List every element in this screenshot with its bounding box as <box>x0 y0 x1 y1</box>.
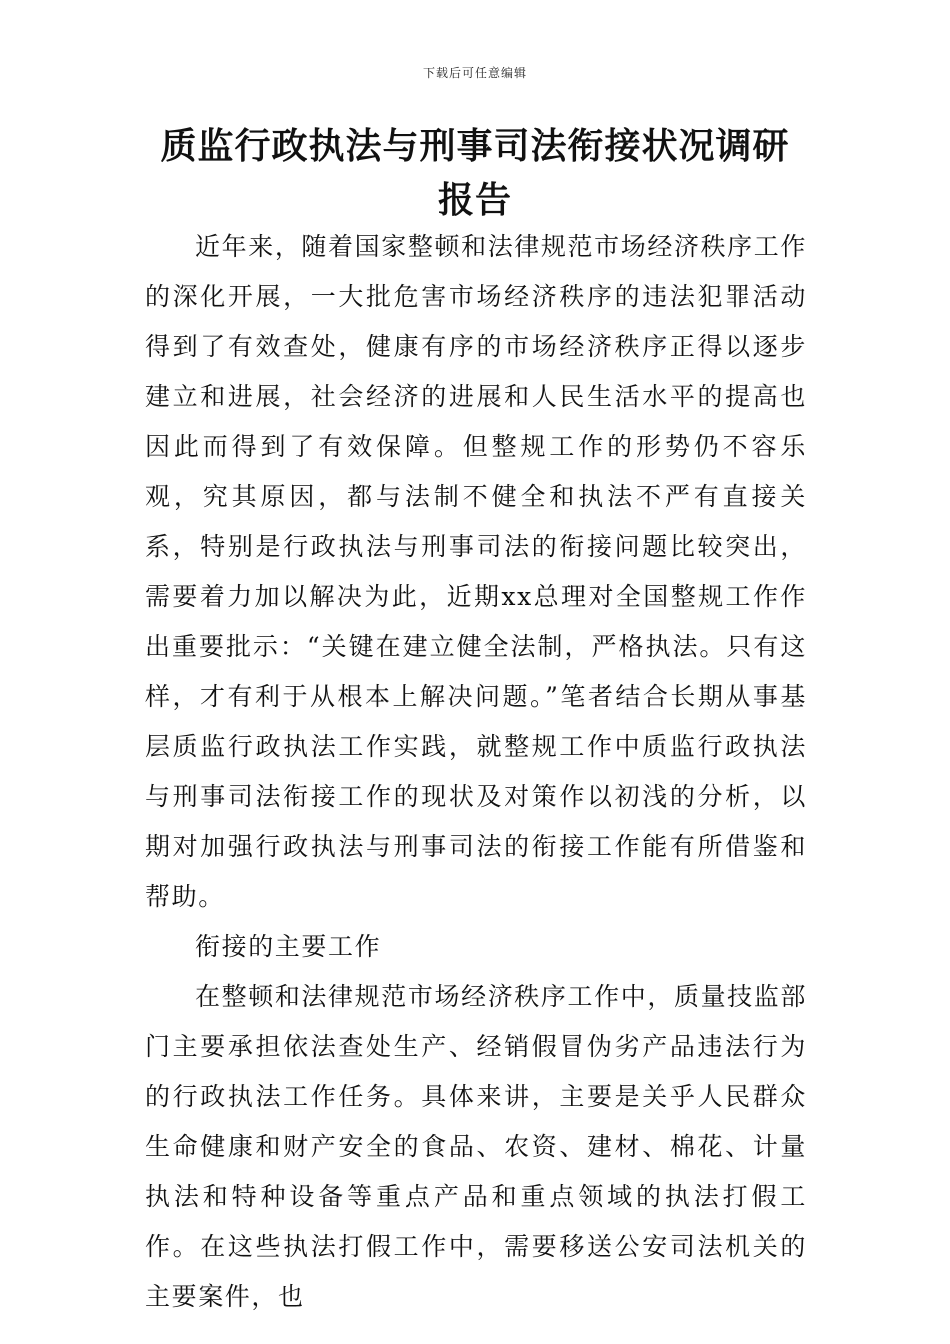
document-body <box>145 222 807 1322</box>
document-title: 质监行政执法与刑事司法衔接状况调研报告 <box>160 126 790 221</box>
header-note: 下载后可任意编辑 <box>422 66 527 80</box>
intro-paragraph: 近年来，随着国家整顿和法律规范市场经济秩序工作的深化开展，一大批危害市场经济秩序的违法犯罪活动得到了有效查处，健康有序的市场经济秩序正得以逐步建立和进展，社会经济的进展和人民生活水平的提高也因此而得到了有效保障。但整规工作的形势仍不容乐观，究其原因，都与法制不健全和执法不严有直接关系，特别是行政执法与刑事司法的衔接问题比较突出，需要着力加以解决为此，近期xx总理对全国整规工作作出重要批示：“关键在建立健全法制，严格执法。只有这样，才有利于从根本上解决问题。”笔者结合长期从事基层质监行政执法工作实践，就整规工作中质监行政执法与刑事司法衔接工作的现状及对策作以初浅的分析，以期对加强行政执法与刑事司法的衔接工作能有所借鉴和帮助。 <box>145 232 807 911</box>
section-paragraph: 在整顿和法律规范市场经济秩序工作中，质量技监部门主要承担依法查处生产、经销假冒伪劣产品违法行为的行政执法工作任务。具体来讲，主要是关乎人民群众生命健康和财产安全的食品、农资、建材、棉花、计量执法和特种设备等重点产品和重点领域的执法打假工作。在这些执法打假工作中，需要移送公安司法机关的主要案件，也 <box>145 982 807 1311</box>
section-heading: 衔接的主要工作 <box>195 932 382 961</box>
